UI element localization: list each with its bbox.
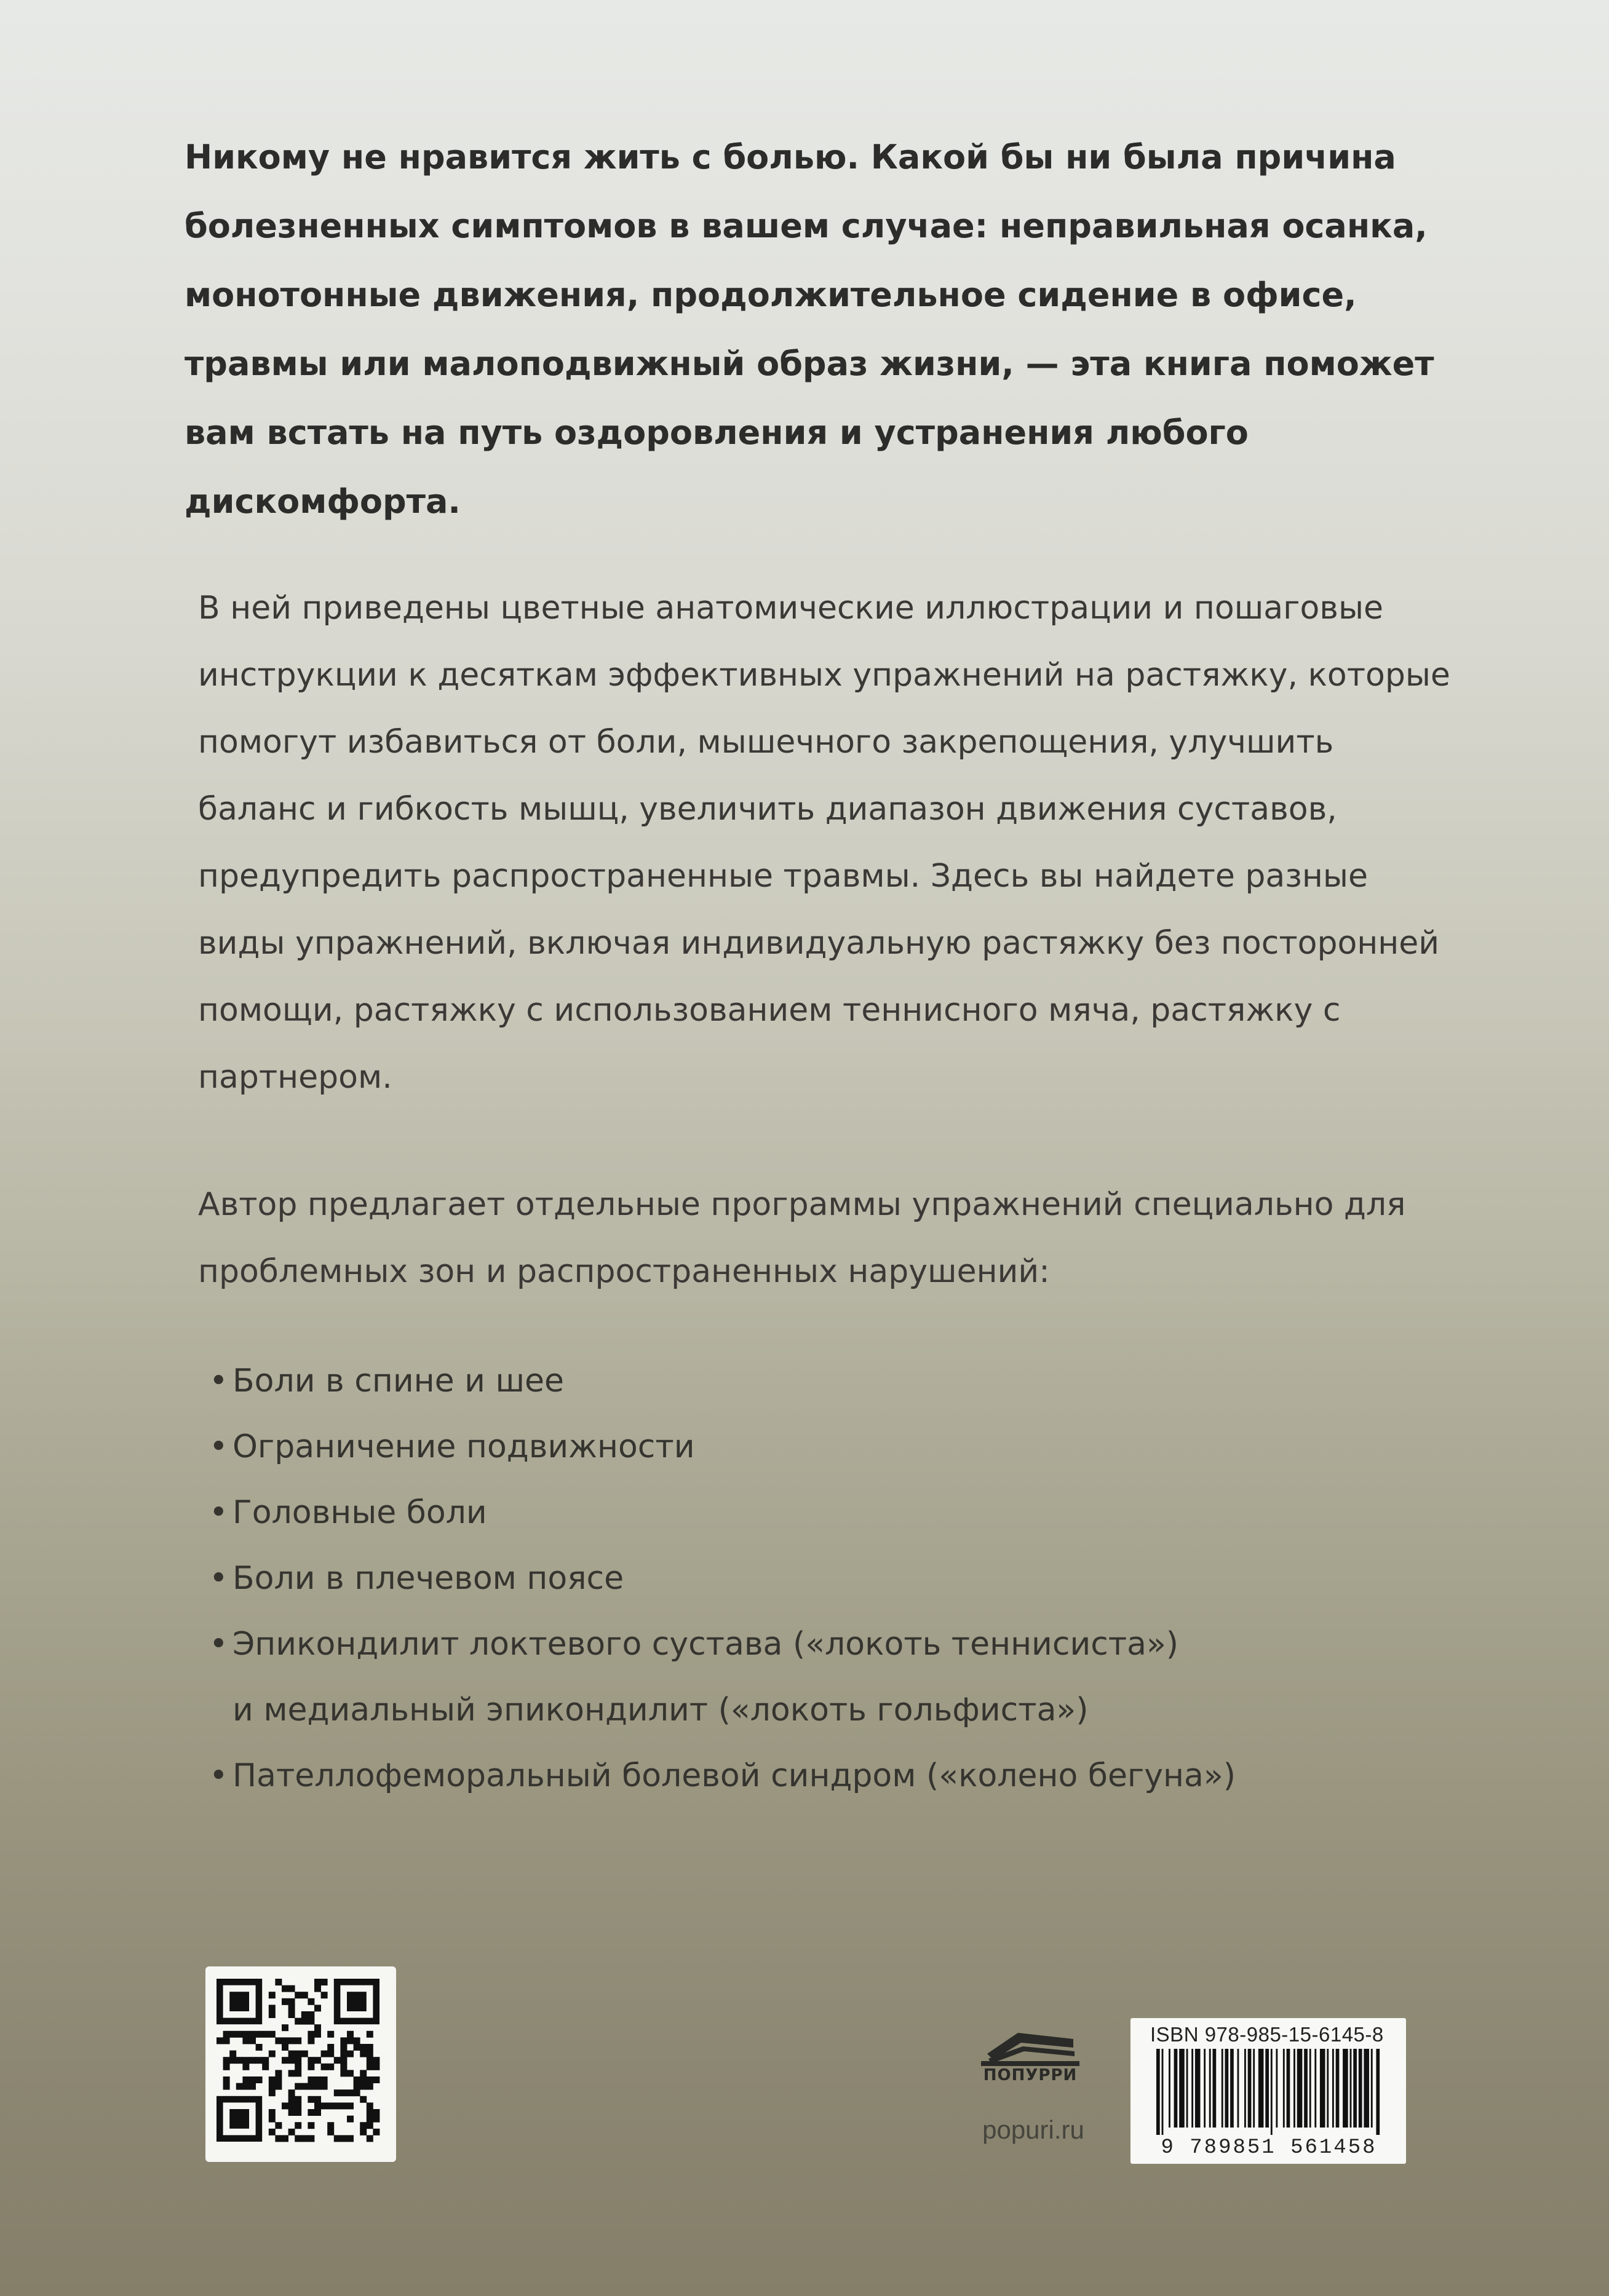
- qr-code-icon: [217, 1979, 385, 2150]
- book-stack-icon: [975, 2029, 1086, 2067]
- list-item: [209, 1414, 1501, 1480]
- intro-paragraph: Никому не нравится жить с болью. Какой бы ни была причина болезненных симптомов в вашем случае: неправильная осанка, монотонные движения, продолжительное сидение в офисе, травмы или малоподвижный образ жизни, — эта книга поможет вам встать на путь оздоровления и устранения любого дискомфорта.: [185, 138, 1434, 521]
- bullet-icon: •: [209, 1363, 228, 1399]
- qr-code[interactable]: [205, 1966, 396, 2162]
- list-item-text: Пателлофеморальный болевой синдром («колено бегуна»): [232, 1757, 1236, 1794]
- description-paragraph: В ней приведены цветные анатомические иллюстрации и пошаговые инструкции к десяткам эффективных упражнений на растяжку, которые помогут избавиться от боли, мышечного закрепощения, улучшить баланс и гибкость мышц, увеличить диапазон движения суставов, предупредить распространенные травмы. Здесь вы найдете разные виды упражнений, включая индивидуальную растяжку без посторонней помощи, растяжку с использованием теннисного мяча, растяжку с партнером.: [198, 590, 1450, 1096]
- list-item-text: Боли в плечевом поясе: [232, 1560, 624, 1597]
- list-item-text: Головные боли: [232, 1494, 487, 1531]
- bullet-icon: •: [209, 1626, 228, 1663]
- bullet-icon: •: [209, 1494, 228, 1531]
- isbn-label: ISBN 978-985-15-6145-8: [1150, 2023, 1384, 2046]
- list-item-text: Ограничение подвижности: [232, 1428, 695, 1465]
- list-item: [209, 1348, 1501, 1414]
- list-item: [209, 1480, 1501, 1546]
- isbn-barcode: [1130, 2018, 1406, 2164]
- list-item: [209, 1743, 1501, 1809]
- list-item-text: Эпикондилит локтевого сустава («локоть теннисиста»): [232, 1626, 1179, 1663]
- barcode-bars-icon: [1156, 2049, 1381, 2135]
- barcode-digits: 9 789851 561458: [1161, 2136, 1377, 2159]
- list-item-text: Боли в спине и шее: [232, 1363, 565, 1399]
- publisher-logo: [975, 2029, 1086, 2103]
- list-item-text-continued: и медиальный эпикондилит («локоть гольфиста»): [232, 1692, 1089, 1728]
- program-intro-paragraph: Автор предлагает отдельные программы упражнений специально для проблемных зон и распространенных нарушений:: [198, 1186, 1406, 1290]
- publisher-logo-text: ПОПУРРИ: [983, 2066, 1078, 2084]
- publisher-website: popuri.ru: [982, 2115, 1084, 2144]
- bullet-icon: •: [209, 1560, 228, 1597]
- bullet-icon: •: [209, 1757, 228, 1794]
- list-item: [209, 1546, 1501, 1612]
- list-item: [209, 1612, 1501, 1743]
- bullet-icon: •: [209, 1428, 228, 1465]
- problem-areas-list: [209, 1348, 1501, 1809]
